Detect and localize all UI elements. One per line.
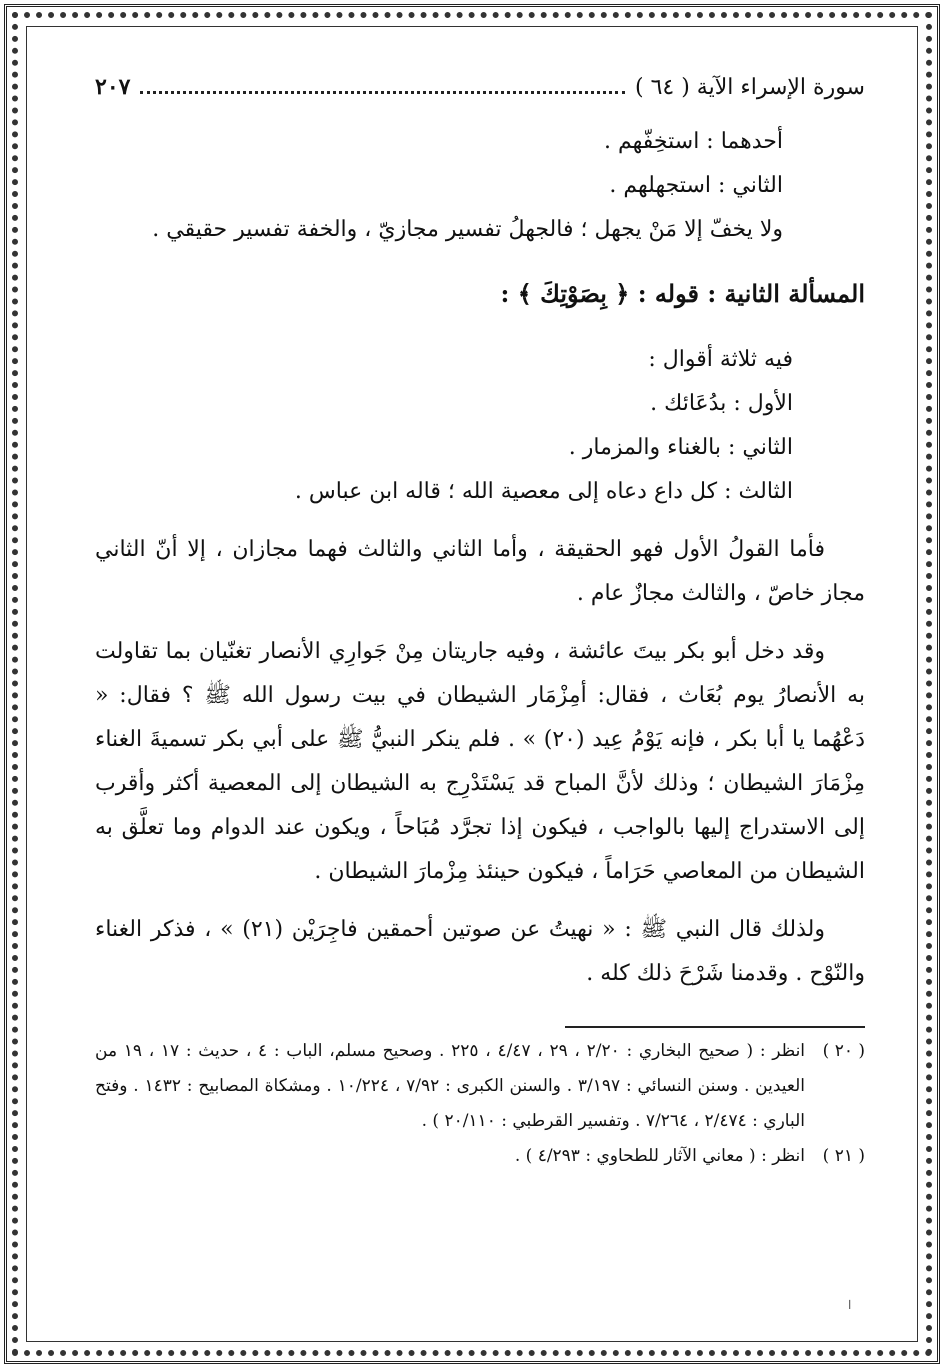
footnote-text: انظر : ( صحيح البخاري : ٢/٢٠ ، ٢٩ ، ٤/٤٧ ، ٢٢٥ . وصحيح مسلم، الباب : ٤ ، حديث : ١٧ ، ١٩ من العيدين . وسنن النسائي : ٣/١٩٧ . والسنن الكبرى : ٧/٩٢ ، ١٠/٢٢٤ . ومشكاة المصابيح : ١٤٣٢ . وفتح الباري : ٢/٤٧٤ ، ٧/٢٦٤ . وتفسير القرطبي : ٢٠/١١٠ ) . bbox=[95, 1041, 806, 1131]
page-content bbox=[95, 70, 865, 1174]
footnote-separator bbox=[565, 1026, 865, 1028]
page-number: ٢٠٧ bbox=[95, 74, 131, 100]
text-line: الأول : بدُعَائك . bbox=[650, 391, 793, 416]
text-line: الثالث : كل داع دعاه إلى معصية الله ؛ قاله ابن عباس . bbox=[294, 479, 793, 504]
footnote-number: ( ٢١ ) bbox=[822, 1146, 865, 1166]
paragraph: فأما القولُ الأول فهو الحقيقة ، وأما الثاني والثالث فهما مجازان ، إلا أنّ الثاني مجاز خاصّ ، والثالث مجازٌ عام . bbox=[95, 537, 865, 606]
text-line: الثاني : استجهلهم . bbox=[609, 173, 783, 198]
footnote bbox=[95, 1034, 865, 1139]
header-dot-leader bbox=[140, 71, 625, 94]
header-title: سورة الإسراء الآية ( ٦٤ ) bbox=[635, 75, 865, 100]
section-heading: المسألة الثانية : قوله : ﴿ بِصَوْتِكَ ﴾ : bbox=[500, 279, 865, 308]
text-line: فيه ثلاثة أقوال : bbox=[648, 347, 793, 372]
page-marker: ا bbox=[848, 1298, 852, 1312]
footnote bbox=[95, 1139, 865, 1174]
paragraph: ولذلك قال النبي ﷺ : « نهيتُ عن صوتين أحمقين فاجِرَيْن (٢١) » ، فذكر الغناء والنّوْح . وقدمنا شَرْحَ ذلك كله . bbox=[95, 917, 865, 986]
footnote-text: انظر : ( معاني الآثار للطحاوي : ٤/٢٩٣ ) . bbox=[514, 1146, 805, 1166]
running-header bbox=[95, 70, 865, 110]
footnote-number: ( ٢٠ ) bbox=[822, 1041, 865, 1061]
text-line: الثاني : بالغناء والمزمار . bbox=[568, 435, 793, 460]
text-line: أحدهما : استخِفّهم . bbox=[604, 129, 783, 154]
paragraph: وقد دخل أبو بكر بيتَ عائشة ، وفيه جاريتان مِنْ جَوارِي الأنصار تغنّيان بما تقاولت به الأنصارُ يوم بُعَاث ، فقال: أمِزْمَار الشيطان في بيت رسول الله ﷺ ؟ فقال: « دَعْهُما يا أبا بكر ، فإنه يَوْمُ عِيد (٢٠) » . فلم ينكر النبيُّ ﷺ على أبي بكر تسميةَ الغناء مِزْمَارَ الشيطان ؛ وذلك لأنَّ المباح قد يَسْتَدْرِج به الشيطان إلى المعصية أكثر وأقرب إلى الاستدراج إليها بالواجب ، فيكون إذا تجرَّد مُبَاحاً ، ويكون عند الدوام وما تعلَّق به الشيطان من المعاصي حَرَاماً ، فيكون حينئذ مِزْمارَ الشيطان . bbox=[95, 639, 865, 884]
text-line: ولا يخفّ إلا مَنْ يجهل ؛ فالجهلُ تفسير مجازيّ ، والخفة تفسير حقيقي . bbox=[152, 217, 783, 242]
